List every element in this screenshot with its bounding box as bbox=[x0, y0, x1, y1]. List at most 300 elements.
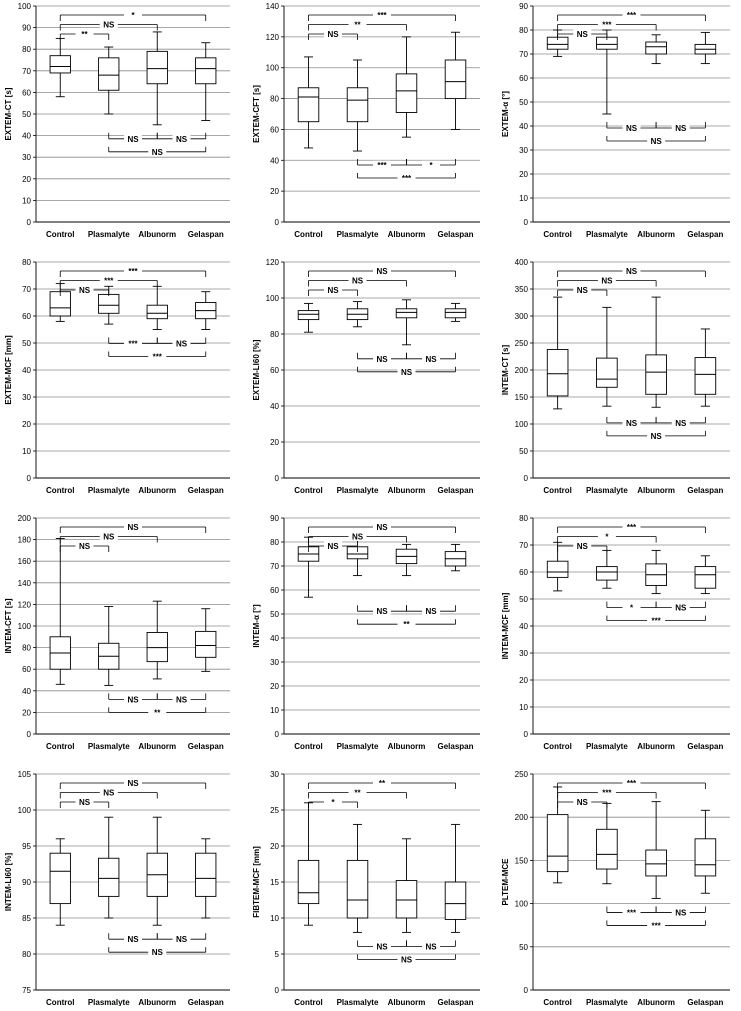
x-category-label: Control bbox=[46, 486, 75, 495]
x-category-label: Plasmalyte bbox=[336, 486, 379, 495]
significance-bracket bbox=[309, 286, 358, 297]
y-tick-label: 250 bbox=[514, 339, 528, 348]
y-tick-label: 0 bbox=[26, 730, 31, 739]
x-category-label: Gelaspan bbox=[187, 230, 224, 239]
y-tick-label: 0 bbox=[274, 218, 279, 227]
box-iqr bbox=[298, 860, 319, 903]
y-tick-label: 350 bbox=[514, 285, 528, 294]
y-tick-label: 150 bbox=[514, 393, 528, 402]
y-tick-label: 80 bbox=[22, 950, 31, 959]
box-control bbox=[547, 297, 568, 409]
bracket-label: *** bbox=[626, 779, 637, 788]
box-plasmalyte bbox=[99, 47, 119, 114]
y-tick-label: 25 bbox=[270, 806, 279, 815]
box-albunorm bbox=[396, 300, 417, 345]
y-tick-label: 200 bbox=[17, 514, 31, 523]
chart-panel bbox=[252, 258, 480, 495]
bracket-label: NS bbox=[78, 542, 91, 551]
y-tick-label: 120 bbox=[265, 32, 279, 42]
bracket-label: NS bbox=[376, 354, 388, 364]
chart-panel bbox=[4, 770, 230, 1006]
x-category-label: Albunorm bbox=[637, 230, 676, 239]
y-tick-label: 0 bbox=[274, 986, 279, 995]
box-iqr bbox=[547, 815, 568, 872]
y-tick-label: 50 bbox=[270, 610, 279, 619]
y-tick-label: 20 bbox=[519, 170, 528, 179]
bracket-label: NS bbox=[400, 955, 413, 965]
significance-bracket bbox=[309, 30, 358, 41]
box-iqr bbox=[298, 311, 319, 320]
y-tick-label: 100 bbox=[17, 2, 31, 11]
significance-bracket bbox=[309, 11, 456, 22]
box-gelaspan bbox=[695, 329, 716, 406]
y-tick-label: 70 bbox=[22, 66, 31, 76]
significance-bracket bbox=[607, 616, 706, 626]
significance-bracket bbox=[358, 940, 407, 951]
y-tick-label: 70 bbox=[519, 541, 528, 550]
bracket-label: NS bbox=[576, 30, 588, 39]
bracket-label: NS bbox=[78, 286, 91, 295]
significance-bracket bbox=[109, 352, 206, 362]
y-tick-label: 150 bbox=[514, 856, 528, 866]
x-category-label: Plasmalyte bbox=[585, 486, 628, 495]
x-category-label: Gelaspan bbox=[687, 486, 724, 495]
y-tick-label: 40 bbox=[270, 402, 279, 411]
box-plasmalyte bbox=[597, 307, 618, 406]
x-category-label: Albunorm bbox=[138, 998, 177, 1006]
x-category-label: Plasmalyte bbox=[336, 230, 379, 239]
significance-bracket bbox=[656, 122, 705, 133]
box-control bbox=[50, 839, 70, 925]
y-tick-label: 40 bbox=[270, 156, 279, 166]
y-tick-label: 20 bbox=[270, 682, 279, 691]
box-gelaspan bbox=[196, 43, 216, 121]
x-category-label: Albunorm bbox=[387, 742, 426, 751]
y-tick-label: 20 bbox=[22, 174, 31, 184]
x-category-label: Plasmalyte bbox=[336, 742, 379, 751]
bracket-label: NS bbox=[351, 532, 364, 542]
x-category-label: Control bbox=[46, 742, 75, 751]
bracket-label: NS bbox=[151, 147, 163, 157]
box-iqr bbox=[396, 74, 417, 113]
bracket-label: * bbox=[629, 603, 634, 613]
bracket-label: NS bbox=[103, 20, 115, 30]
significance-bracket bbox=[607, 920, 706, 930]
x-category-label: Gelaspan bbox=[437, 998, 474, 1006]
bracket-label: *** bbox=[602, 20, 612, 30]
box-albunorm bbox=[646, 550, 667, 593]
x-category-label: Albunorm bbox=[637, 486, 676, 495]
y-tick-label: 70 bbox=[519, 50, 528, 59]
box-control bbox=[50, 539, 70, 685]
y-tick-label: 10 bbox=[519, 703, 528, 712]
box-iqr bbox=[147, 632, 167, 661]
bracket-label: NS bbox=[625, 124, 638, 133]
y-tick-label: 5 bbox=[274, 950, 279, 959]
significance-bracket bbox=[157, 133, 206, 144]
x-category-label: Control bbox=[294, 742, 323, 751]
bracket-label: * bbox=[429, 161, 433, 171]
y-tick-label: 80 bbox=[22, 643, 31, 653]
x-category-label: Plasmalyte bbox=[87, 998, 130, 1006]
y-tick-label: 60 bbox=[519, 568, 528, 577]
y-tick-label: 10 bbox=[519, 194, 528, 203]
significance-bracket bbox=[309, 532, 407, 543]
y-tick-label: 250 bbox=[514, 770, 528, 779]
box-gelaspan bbox=[445, 544, 466, 570]
significance-bracket bbox=[407, 353, 456, 364]
significance-bracket bbox=[109, 947, 206, 957]
y-tick-label: 200 bbox=[514, 813, 528, 823]
bracket-label: NS bbox=[650, 137, 662, 146]
significance-bracket bbox=[407, 940, 456, 951]
box-iqr bbox=[547, 349, 568, 395]
y-tick-label: 200 bbox=[514, 366, 528, 375]
box-plasmalyte bbox=[347, 540, 368, 576]
bracket-label: NS bbox=[327, 542, 339, 551]
y-tick-label: 30 bbox=[270, 770, 279, 779]
box-gelaspan bbox=[695, 556, 716, 594]
x-category-label: Albunorm bbox=[387, 998, 426, 1006]
box-iqr bbox=[99, 858, 119, 896]
y-axis-label: EXTEM-LI60 [%] bbox=[252, 339, 261, 401]
box-iqr bbox=[99, 294, 119, 313]
significance-bracket bbox=[60, 20, 157, 31]
y-tick-label: 20 bbox=[270, 187, 279, 197]
significance-bracket bbox=[157, 693, 206, 704]
significance-bracket bbox=[607, 906, 656, 917]
bracket-label: NS bbox=[576, 542, 588, 551]
y-tick-label: 140 bbox=[265, 2, 279, 11]
y-tick-label: 20 bbox=[270, 842, 279, 851]
bracket-label: *** bbox=[651, 921, 661, 931]
y-tick-label: 40 bbox=[519, 122, 528, 131]
bracket-label: NS bbox=[127, 134, 139, 144]
box-albunorm bbox=[147, 286, 167, 329]
y-tick-label: 90 bbox=[270, 514, 279, 523]
y-tick-label: 100 bbox=[514, 420, 528, 429]
bracket-label: NS bbox=[400, 367, 413, 377]
box-iqr bbox=[597, 358, 618, 387]
box-iqr bbox=[99, 58, 119, 90]
significance-bracket bbox=[309, 276, 407, 287]
y-tick-label: 0 bbox=[523, 730, 528, 739]
bracket-label: * bbox=[605, 532, 609, 542]
significance-bracket bbox=[558, 276, 657, 287]
bracket-label: NS bbox=[103, 532, 115, 542]
x-category-label: Plasmalyte bbox=[585, 742, 628, 751]
y-tick-label: 80 bbox=[519, 514, 528, 523]
y-tick-label: 0 bbox=[523, 986, 528, 995]
significance-bracket bbox=[358, 954, 456, 964]
y-axis-label: EXTEM-α [°] bbox=[501, 91, 510, 137]
bracket-label: * bbox=[331, 798, 335, 807]
bracket-label: NS bbox=[376, 607, 388, 617]
box-iqr bbox=[50, 853, 70, 903]
box-iqr bbox=[347, 860, 368, 918]
box-iqr bbox=[547, 561, 568, 577]
bracket-label: NS bbox=[175, 935, 188, 945]
y-axis-label: EXTEM-MCF [mm] bbox=[4, 335, 13, 405]
x-category-label: Gelaspan bbox=[187, 742, 224, 751]
chart-panel bbox=[4, 2, 230, 239]
bracket-label: ** bbox=[354, 20, 361, 30]
bracket-label: NS bbox=[576, 798, 588, 807]
box-control bbox=[298, 803, 319, 925]
y-tick-label: 85 bbox=[22, 914, 31, 923]
box-iqr bbox=[597, 829, 618, 869]
box-iqr bbox=[597, 567, 618, 581]
box-gelaspan bbox=[196, 839, 216, 918]
box-iqr bbox=[196, 631, 216, 657]
bracket-label: NS bbox=[351, 276, 364, 286]
chart-panel bbox=[501, 770, 730, 1006]
y-tick-label: 100 bbox=[265, 294, 279, 303]
significance-bracket bbox=[60, 523, 206, 534]
y-tick-label: 60 bbox=[22, 312, 31, 321]
significance-bracket bbox=[656, 417, 705, 428]
x-category-label: Plasmalyte bbox=[336, 998, 379, 1006]
box-albunorm bbox=[396, 544, 417, 575]
significance-bracket bbox=[309, 779, 456, 790]
y-tick-label: 180 bbox=[17, 535, 31, 545]
significance-bracket bbox=[607, 417, 656, 428]
box-plasmalyte bbox=[99, 817, 119, 918]
y-tick-label: 60 bbox=[270, 586, 279, 595]
box-iqr bbox=[646, 355, 667, 394]
significance-bracket bbox=[558, 788, 657, 799]
y-tick-label: 40 bbox=[22, 131, 31, 141]
x-category-label: Gelaspan bbox=[437, 230, 474, 239]
x-category-label: Gelaspan bbox=[187, 486, 224, 495]
y-tick-label: 80 bbox=[22, 258, 31, 267]
y-tick-label: 50 bbox=[519, 98, 528, 107]
bracket-label: NS bbox=[127, 935, 139, 945]
significance-bracket bbox=[558, 286, 607, 297]
bracket-label: NS bbox=[601, 276, 613, 286]
significance-bracket bbox=[558, 779, 706, 790]
x-category-label: Plasmalyte bbox=[585, 230, 628, 239]
bracket-label: ** bbox=[354, 788, 361, 798]
bracket-label: NS bbox=[127, 779, 139, 788]
x-category-label: Plasmalyte bbox=[87, 742, 130, 751]
bracket-label: NS bbox=[425, 942, 437, 952]
bracket-label: * bbox=[131, 11, 135, 20]
y-tick-label: 20 bbox=[270, 438, 279, 447]
y-axis-label: EXTEM-CT [s] bbox=[4, 87, 13, 141]
box-iqr bbox=[396, 881, 417, 918]
x-category-label: Albunorm bbox=[138, 742, 177, 751]
box-iqr bbox=[646, 42, 667, 54]
bracket-label: *** bbox=[128, 339, 138, 349]
y-tick-label: 90 bbox=[519, 2, 528, 11]
y-tick-label: 90 bbox=[22, 878, 31, 887]
significance-bracket bbox=[109, 707, 206, 717]
bracket-label: NS bbox=[425, 354, 437, 364]
significance-bracket bbox=[607, 122, 656, 133]
y-tick-label: 40 bbox=[22, 366, 31, 375]
significance-bracket bbox=[109, 147, 206, 157]
chart-panel bbox=[252, 514, 480, 751]
y-tick-label: 95 bbox=[22, 842, 31, 851]
box-iqr bbox=[695, 839, 716, 876]
box-control bbox=[298, 57, 319, 148]
y-tick-label: 70 bbox=[22, 285, 31, 294]
bracket-label: *** bbox=[626, 908, 637, 918]
y-tick-label: 10 bbox=[22, 447, 31, 456]
y-tick-label: 80 bbox=[519, 26, 528, 35]
bracket-label: NS bbox=[78, 798, 91, 807]
box-albunorm bbox=[147, 32, 167, 125]
y-tick-label: 60 bbox=[22, 88, 31, 98]
box-albunorm bbox=[646, 802, 667, 899]
y-tick-label: 40 bbox=[270, 634, 279, 643]
significance-bracket bbox=[309, 798, 358, 809]
x-category-label: Control bbox=[294, 230, 323, 239]
bracket-label: NS bbox=[175, 134, 188, 144]
bracket-label: NS bbox=[675, 908, 687, 918]
box-iqr bbox=[445, 60, 466, 99]
bracket-label: *** bbox=[626, 11, 637, 20]
significance-bracket bbox=[60, 30, 109, 41]
y-tick-label: 80 bbox=[270, 94, 279, 104]
significance-bracket bbox=[558, 267, 706, 278]
y-axis-label: INTEM-CT [s] bbox=[501, 344, 510, 396]
box-gelaspan bbox=[196, 292, 216, 330]
y-tick-label: 60 bbox=[270, 366, 279, 375]
x-category-label: Control bbox=[294, 486, 323, 495]
bracket-label: NS bbox=[327, 286, 339, 295]
y-axis-label: PLTEM-MCE bbox=[501, 858, 510, 906]
significance-bracket bbox=[358, 619, 456, 629]
box-control bbox=[50, 38, 70, 96]
box-gelaspan bbox=[695, 810, 716, 893]
y-tick-label: 0 bbox=[274, 474, 279, 483]
x-category-label: Control bbox=[543, 230, 572, 239]
x-category-label: Control bbox=[294, 998, 323, 1006]
bracket-label: NS bbox=[650, 431, 662, 441]
bracket-label: *** bbox=[602, 788, 612, 798]
y-tick-label: 0 bbox=[26, 218, 31, 227]
significance-bracket bbox=[358, 367, 456, 377]
box-gelaspan bbox=[196, 609, 216, 672]
box-plasmalyte bbox=[347, 824, 368, 932]
significance-bracket bbox=[656, 906, 705, 917]
box-albunorm bbox=[147, 817, 167, 925]
significance-bracket bbox=[109, 693, 158, 704]
significance-bracket bbox=[109, 133, 158, 144]
bracket-label: NS bbox=[675, 418, 687, 428]
bracket-label: *** bbox=[401, 174, 412, 184]
y-axis-label: INTEM-CFT [s] bbox=[4, 598, 13, 654]
box-gelaspan bbox=[445, 32, 466, 129]
box-iqr bbox=[147, 51, 167, 83]
significance-bracket bbox=[656, 602, 705, 613]
bracket-label: NS bbox=[327, 30, 339, 39]
bracket-label: NS bbox=[675, 603, 687, 613]
y-tick-label: 100 bbox=[265, 63, 279, 73]
y-tick-label: 50 bbox=[519, 447, 528, 456]
y-tick-label: 40 bbox=[519, 622, 528, 631]
y-tick-label: 10 bbox=[270, 706, 279, 715]
box-iqr bbox=[695, 358, 716, 395]
chart-panel bbox=[501, 2, 730, 239]
y-tick-label: 60 bbox=[270, 125, 279, 135]
y-axis-label: INTEM-α [°] bbox=[252, 604, 261, 648]
y-axis-label: INTEM-LI60 [%] bbox=[4, 852, 13, 912]
box-iqr bbox=[298, 88, 319, 122]
box-gelaspan bbox=[445, 303, 466, 321]
y-tick-label: 20 bbox=[22, 708, 31, 718]
x-category-label: Albunorm bbox=[138, 486, 177, 495]
y-tick-label: 30 bbox=[519, 649, 528, 658]
box-albunorm bbox=[396, 839, 417, 933]
y-axis-label: INTEM-MCF [mm] bbox=[501, 592, 510, 660]
y-tick-label: 15 bbox=[270, 878, 279, 887]
box-control bbox=[547, 787, 568, 883]
x-category-label: Gelaspan bbox=[187, 998, 224, 1006]
y-tick-label: 140 bbox=[17, 578, 31, 588]
x-category-label: Albunorm bbox=[637, 742, 676, 751]
box-iqr bbox=[695, 567, 716, 589]
significance-bracket bbox=[558, 20, 657, 31]
y-axis-label: FIBTEM-MCF [mm] bbox=[252, 846, 261, 918]
y-tick-label: 80 bbox=[270, 538, 279, 547]
box-control bbox=[298, 303, 319, 332]
significance-bracket bbox=[358, 353, 407, 364]
x-category-label: Albunorm bbox=[637, 998, 676, 1006]
significance-bracket bbox=[558, 798, 607, 809]
box-iqr bbox=[196, 853, 216, 896]
bracket-label: *** bbox=[377, 161, 387, 171]
significance-bracket bbox=[60, 532, 157, 543]
box-plasmalyte bbox=[597, 550, 618, 588]
significance-bracket bbox=[558, 542, 607, 553]
y-tick-label: 20 bbox=[519, 676, 528, 685]
box-iqr bbox=[50, 56, 70, 73]
y-tick-label: 50 bbox=[22, 339, 31, 348]
y-tick-label: 105 bbox=[17, 770, 31, 779]
significance-bracket bbox=[60, 788, 157, 799]
y-tick-label: 100 bbox=[17, 622, 31, 631]
box-iqr bbox=[396, 309, 417, 318]
significance-bracket bbox=[60, 779, 206, 790]
chart-panel bbox=[252, 770, 480, 1006]
x-category-label: Albunorm bbox=[387, 230, 426, 239]
y-tick-label: 300 bbox=[514, 312, 528, 321]
chart-panel bbox=[501, 258, 730, 495]
bracket-label: NS bbox=[127, 695, 139, 705]
bracket-label: *** bbox=[128, 267, 138, 276]
bracket-label: *** bbox=[377, 11, 387, 20]
significance-bracket bbox=[558, 11, 706, 22]
box-albunorm bbox=[646, 297, 667, 407]
y-tick-label: 30 bbox=[270, 658, 279, 667]
y-tick-label: 30 bbox=[519, 146, 528, 155]
significance-bracket bbox=[309, 788, 407, 799]
box-iqr bbox=[147, 305, 167, 319]
chart-panel bbox=[4, 258, 230, 495]
y-tick-label: 100 bbox=[514, 899, 528, 909]
y-tick-label: 100 bbox=[17, 806, 31, 815]
bracket-label: *** bbox=[152, 352, 162, 362]
x-category-label: Gelaspan bbox=[687, 998, 724, 1006]
significance-bracket bbox=[60, 276, 157, 287]
chart-panel bbox=[252, 2, 480, 239]
significance-bracket bbox=[558, 523, 706, 534]
x-category-label: Albunorm bbox=[387, 486, 426, 495]
bracket-label: NS bbox=[127, 523, 139, 532]
